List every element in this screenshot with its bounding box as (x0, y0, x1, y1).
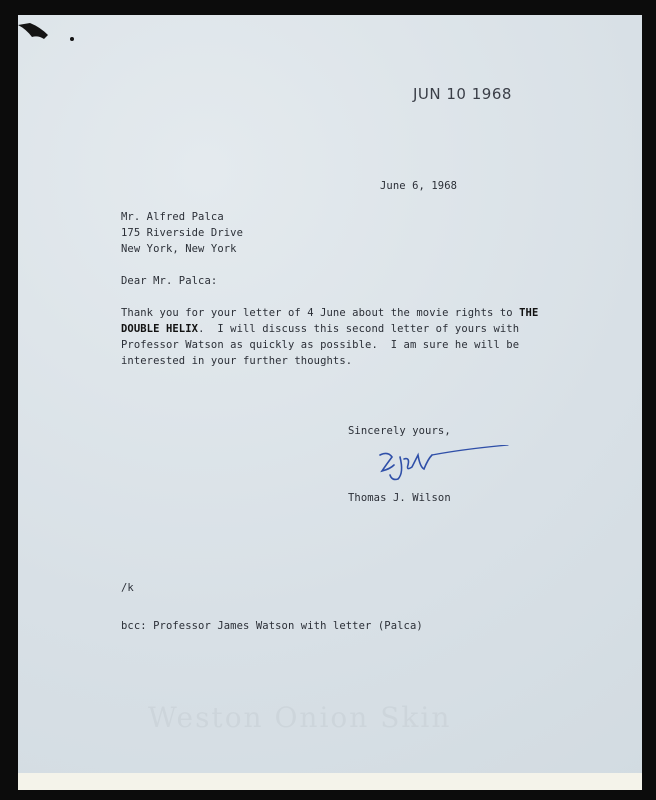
typist-initials: /k (121, 582, 134, 594)
book-title-part-2: DOUBLE HELIX (121, 323, 199, 335)
letter-date: June 6, 1968 (380, 180, 458, 192)
paper-bottom-edge (18, 773, 642, 790)
book-title-part-1: THE (519, 307, 539, 319)
paper-watermark: Weston Onion Skin (148, 701, 452, 734)
signer-name: Thomas J. Wilson (348, 492, 451, 504)
letter-body (121, 305, 538, 369)
bcc-line: bcc: Professor James Watson with letter (Palca) (121, 620, 423, 632)
recipient-address (121, 209, 243, 257)
body-line-2: . I will discuss this second letter of yours with (198, 323, 520, 335)
salutation: Dear Mr. Palca: (121, 275, 218, 287)
received-date-stamp: JUN 10 1968 (413, 85, 512, 103)
recipient-city: New York, New York (121, 243, 237, 255)
body-line-3: Professor Watson as quickly as possible. I am sure he will be (121, 339, 520, 351)
body-line-4: interested in your further thoughts. (121, 355, 353, 367)
recipient-street: 175 Riverside Drive (121, 227, 244, 239)
torn-corner-mark (18, 15, 88, 55)
handwritten-signature (374, 445, 514, 485)
complimentary-close: Sincerely yours, (348, 425, 451, 437)
letter-page (18, 15, 642, 790)
body-line-1: Thank you for your letter of 4 June about the movie rights to (121, 307, 520, 319)
recipient-name: Mr. Alfred Palca (121, 211, 224, 223)
